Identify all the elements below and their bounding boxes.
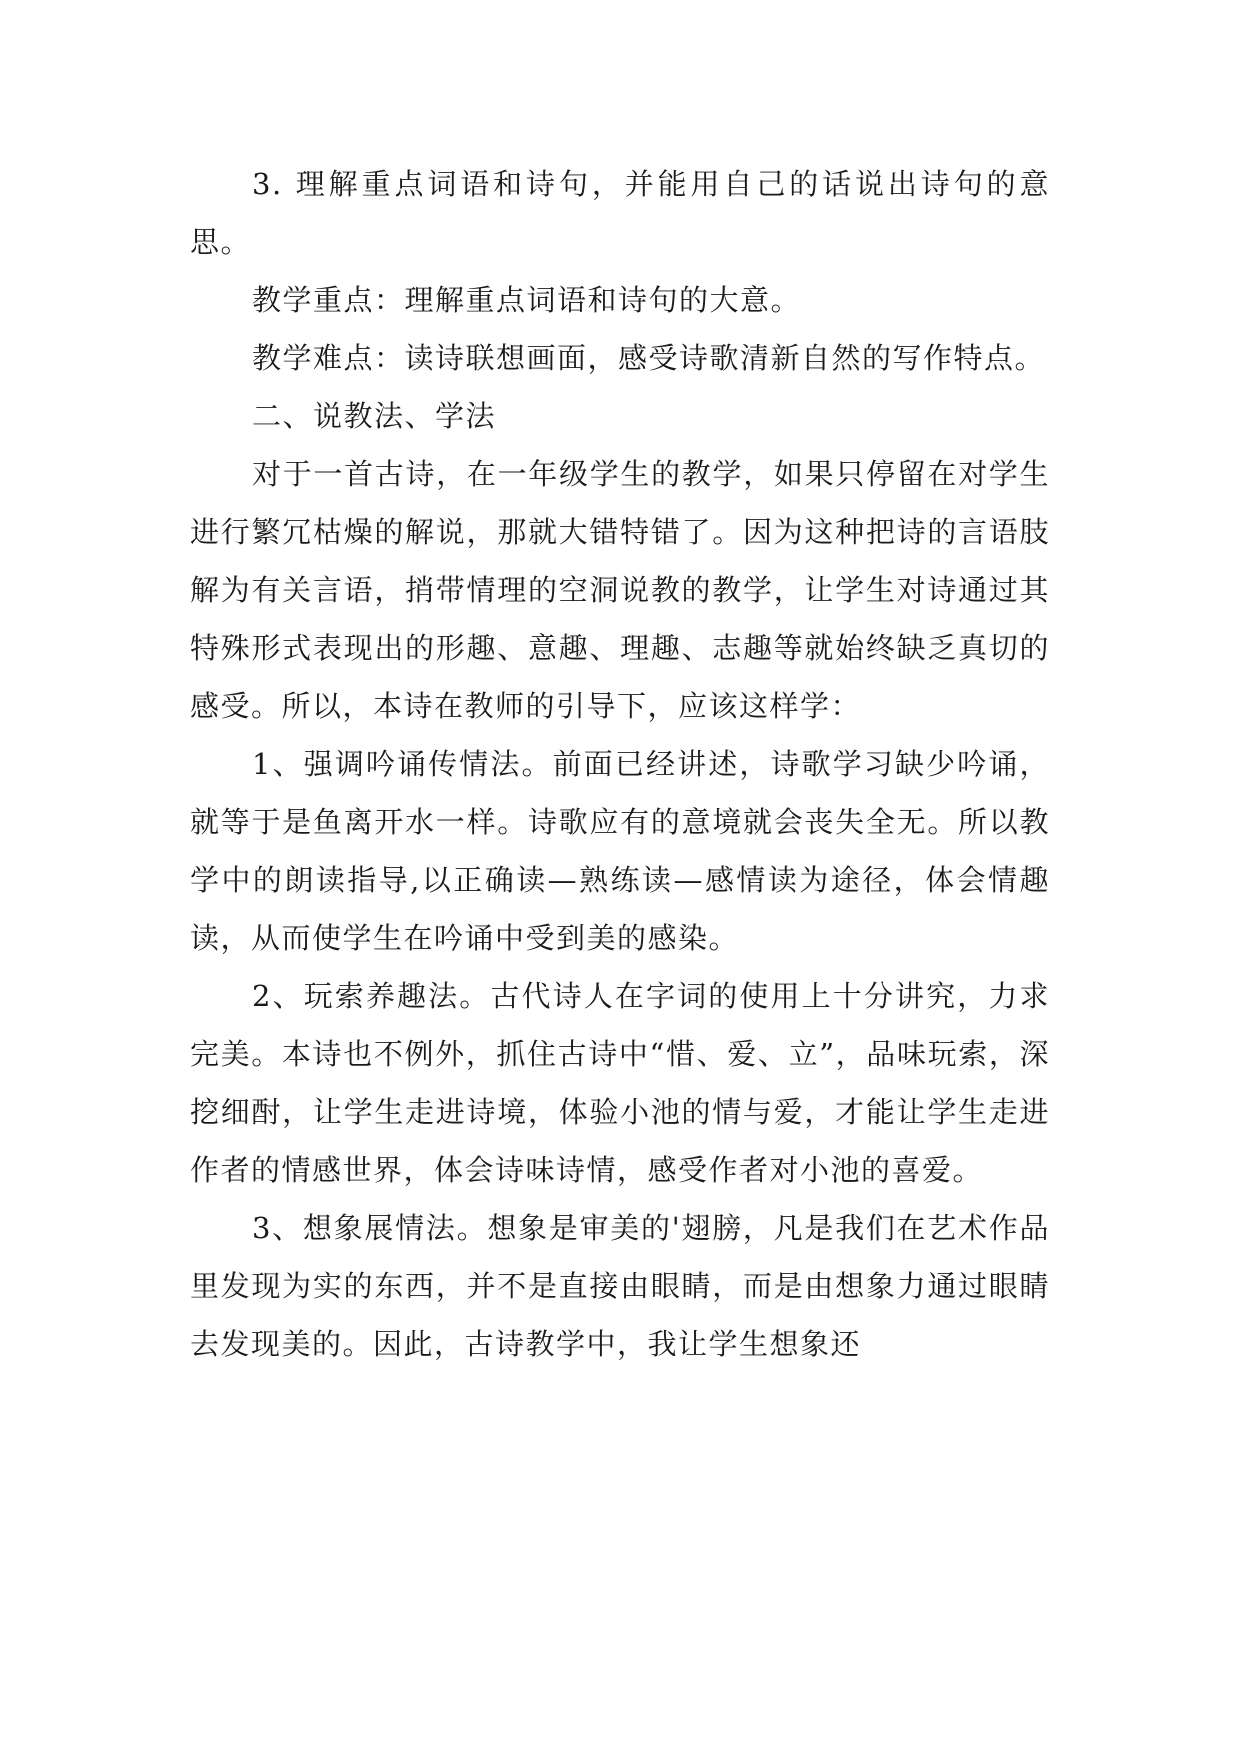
paragraph-methods-intro: 对于一首古诗，在一年级学生的教学，如果只停留在对学生进行繁冗枯燥的解说，那就大错特错了。因为这种把诗的言语肢解为有关言语，捎带情理的空洞说教的教学，让学生对诗通过其特殊形式表现出的形趣、意趣、理趣、志趣等就始终缺乏真切的感受。所以，本诗在教师的引导下，应该这样学： <box>190 457 1050 723</box>
section-heading-methods: 二、说教法、学法 <box>252 399 497 433</box>
paragraph-method-1: 1、强调吟诵传情法。前面已经讲述，诗歌学习缺少吟诵，就等于是鱼离开水一样。诗歌应有的意境就会丧失全无。所以教学中的朗读指导,以正确读—熟练读—感情读为途径，体会情趣读，从而使学生在吟诵中受到美的感染。 <box>190 747 1050 955</box>
paragraph-method-3: 3、想象展情法。想象是审美的'翅膀，凡是我们在艺术作品里发现为实的东西，并不是直接由眼睛，而是由想象力通过眼睛去发现美的。因此，古诗教学中，我让学生想象还 <box>190 1211 1050 1361</box>
paragraph-objective-3: 3. 理解重点词语和诗句，并能用自己的话说出诗句的意思。 <box>190 167 1050 259</box>
paragraph-method-2: 2、玩索养趣法。古代诗人在字词的使用上十分讲究，力求完美。本诗也不例外，抓住古诗中“惜、爱、立”，品味玩索，深挖细酎，让学生走进诗境，体验小池的情与爱，才能让学生走进作者的情感世界，体会诗味诗情，感受作者对小池的喜爱。 <box>190 979 1050 1187</box>
paragraph-teaching-focus: 教学重点：理解重点词语和诗句的大意。 <box>252 283 802 317</box>
paragraph-teaching-difficulty: 教学难点：读诗联想画面，感受诗歌清新自然的写作特点。 <box>252 341 1046 375</box>
document-body <box>190 155 1050 1373</box>
